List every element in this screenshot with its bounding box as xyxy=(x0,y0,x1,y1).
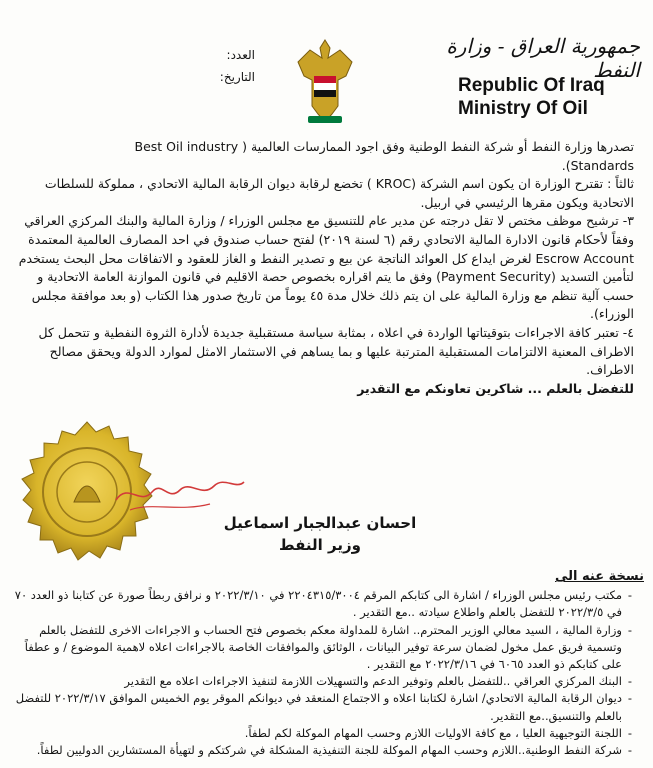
body-intro-line1: تصدرها وزارة النفط أو شركة النفط الوطنية وفق اجود الممارسات العالمية ( Best Oil industry xyxy=(134,139,634,154)
copies-item: - وزارة المالية ، السيد معالي الوزير المحترم.. اشارة للمداولة معكم بخصوص فتح الحساب و الاجراءات الاخرى للتفضل بالعلم وتسمية فريق عمل مخول لضمان سرعة توفير البيانات ، الوثائق والموافقات الخاصة بالاجراءات اعلاه لاهمية الموضوع / و عطفاً على كتابكم ذو العدد ٦٠٦٥ في ٢٠٢٢/٣/١٦ مع التقدير . xyxy=(8,622,632,674)
eagle-emblem-icon xyxy=(294,36,356,128)
letterhead-arabic-name: جمهورية العراق - وزارة النفط xyxy=(446,34,640,82)
copies-item: - مكتب رئيس مجلس الوزراء / اشارة الى كتابكم المرقم ٢٢٠٤٣١٥/٣٠٠٤ في ٢٠٢٢/٣/١٠ و نرافق ربطاً صورة عن كتابنا ذو العدد ٧٠ في ٢٠٢٢/٣/٥ للتفضل بالعلم واطلاع سيادته ..مع التقدير . xyxy=(8,587,632,621)
signer-name: احسان عبدالجبار اسماعيل xyxy=(223,514,417,532)
reference-block xyxy=(150,44,255,88)
signer-block xyxy=(220,512,420,556)
signer-title: وزير النفط xyxy=(279,536,361,554)
copies-title: نسخة عنه الى xyxy=(555,569,644,584)
reference-date-label: التاريخ: xyxy=(219,70,255,84)
body-intro-line2: Standards). xyxy=(561,157,634,173)
copies-list xyxy=(8,587,644,759)
copies-item: - ديوان الرقابة المالية الاتحادي/ اشارة لكتابنا اعلاه و الاجتماع المنعقد في ديوانكم الموقر يوم الخميس الموافق ٢٠٢٢/٣/١٧ للتفضل بالعلم والتنسيق..مع التقدير. xyxy=(8,690,632,724)
letterhead-english-line2: Ministry Of Oil xyxy=(458,98,588,119)
copies-item: - اللجنة التوجيهية العليا ، مع كافة الاوليات اللازم وحسب المهام الموكلة لكم لطفاً. xyxy=(8,725,632,742)
copies-section xyxy=(8,568,644,759)
body-item-4: ٤- تعتبر كافة الاجراءات بتوقيتاتها الواردة في اعلاه ، بمثابة سياسة مستقبلية جديدة لأدارة الثروة النفطية و تتحمل كل الاطراف المعنية الالتزامات المستقبلية المترتبة عليها و بما يساهم في الاستثمار الامثل لموارد الدولة ويحقق مصالح الاطراف. xyxy=(38,324,634,378)
copies-item: - شركة النفط الوطنية..اللازم وحسب المهام الموكلة للجنة التنفيذية المشكلة في شركتكم و لتهيأة المستشارين الدوليين لطفاً. xyxy=(8,742,632,759)
body-closing: للتفضل بالعلم ... شاكرين تعاونكم مع التقدير xyxy=(357,380,634,396)
body-item-third: ثالثاً : تقترح الوزارة ان يكون اسم الشركة (KROC ) تخضع لرقابة ديوان الرقابة المالية الاتحادي ، مملوكة للسلطات الاتحادية ويكون مقرها الرئيسي في اربيل. xyxy=(44,176,634,210)
reference-number-label: العدد: xyxy=(226,48,255,62)
copies-item: - البنك المركزي العراقي ..للتفضل بالعلم وتوفير الدعم والتسهيلات اللازمة لتنفيذ الاجراءات اعلاه مع التقدير xyxy=(8,673,632,690)
body-item-3: ٣- ترشيح موظف مختص لا تقل درجته عن مدير عام للتنسيق مع مجلس الوزراء / وزارة المالية والبنك المركزي العراقي وفقاً لأحكام قانون الادارة المالية الاتحادي رقم (٦ لسنة ٢٠١٩) لفتح حساب صندوق في احد المصارف العالمية المعتمدة Escrow Account لغرض ايداع كل العوائد الناتجة عن بيع و تصدير النفط و الغاز للعقود و الاتفاقات محل البحث يستخدم لتأمين التسديد (Payment Security) وفق ما يتم اقراره بخصوص حصة الاقليم في قانون الموازنة العامة الاتحادية و حسب آلية تنظم مع وزارة المالية على ان يتم ذلك خلال مدة ٤٥ يوماً من تاريخ صدور هذا الكتاب (و بعد موافقة مجلس الوزراء). xyxy=(18,213,634,322)
letterhead-english xyxy=(458,74,648,120)
letterhead-english-line1: Republic Of Iraq xyxy=(458,75,605,96)
letter-body xyxy=(8,138,634,398)
